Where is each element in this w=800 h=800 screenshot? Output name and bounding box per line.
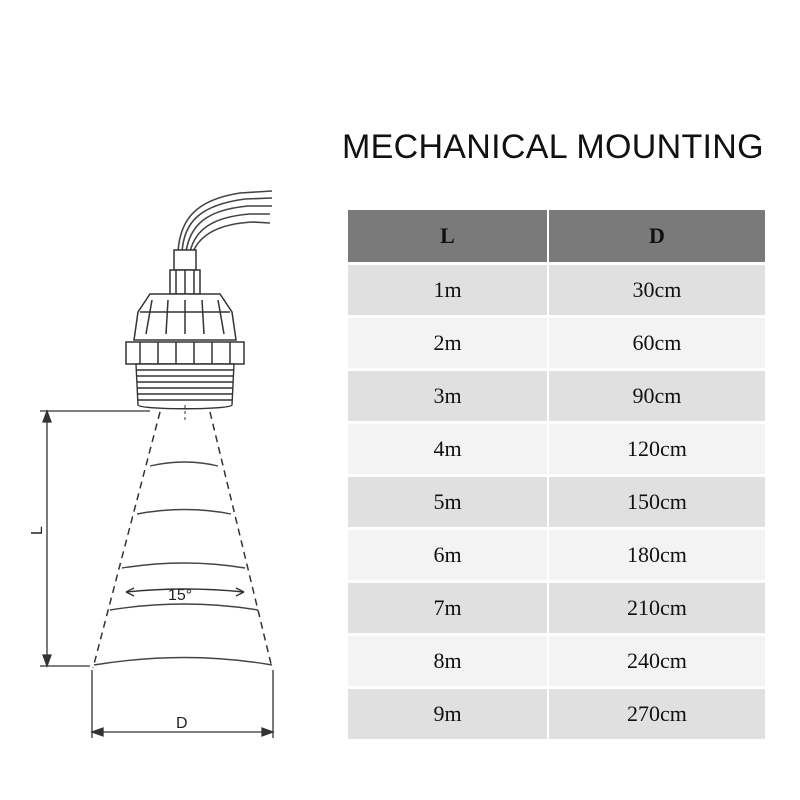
threaded-body <box>136 364 234 409</box>
cable-wires <box>178 191 272 252</box>
table-row <box>348 530 765 580</box>
page-title: MECHANICAL MOUNTING <box>342 128 764 166</box>
cell-d: 30cm <box>549 265 765 315</box>
cell-d: 120cm <box>549 424 765 474</box>
header-d: D <box>549 210 765 262</box>
cell-l: 8m <box>348 636 547 686</box>
sensor-housing <box>134 294 236 340</box>
cell-l: 6m <box>348 530 547 580</box>
cell-d: 180cm <box>549 530 765 580</box>
mounting-nut <box>126 342 244 364</box>
cell-d: 270cm <box>549 689 765 739</box>
cell-l: 5m <box>348 477 547 527</box>
beam-cone <box>93 412 272 668</box>
cell-d: 210cm <box>549 583 765 633</box>
table-row <box>348 477 765 527</box>
table-header-row <box>348 210 765 262</box>
cell-l: 4m <box>348 424 547 474</box>
table-row <box>348 583 765 633</box>
table-row <box>348 265 765 315</box>
header-l: L <box>348 210 547 262</box>
cell-l: 3m <box>348 371 547 421</box>
table-row <box>348 636 765 686</box>
length-dimension <box>40 411 150 666</box>
cell-d: 240cm <box>549 636 765 686</box>
table-row <box>348 689 765 739</box>
cell-l: 9m <box>348 689 547 739</box>
mounting-spec-table <box>346 207 767 742</box>
table-row <box>348 424 765 474</box>
table-row <box>348 318 765 368</box>
cell-d: 150cm <box>549 477 765 527</box>
cable-gland <box>170 250 200 294</box>
table-row <box>348 371 765 421</box>
length-label: L <box>29 526 46 535</box>
cell-l: 7m <box>348 583 547 633</box>
diameter-label: D <box>176 715 188 732</box>
cell-l: 1m <box>348 265 547 315</box>
cell-l: 2m <box>348 318 547 368</box>
angle-label: 15° <box>168 587 193 604</box>
cell-d: 60cm <box>549 318 765 368</box>
cell-d: 90cm <box>549 371 765 421</box>
